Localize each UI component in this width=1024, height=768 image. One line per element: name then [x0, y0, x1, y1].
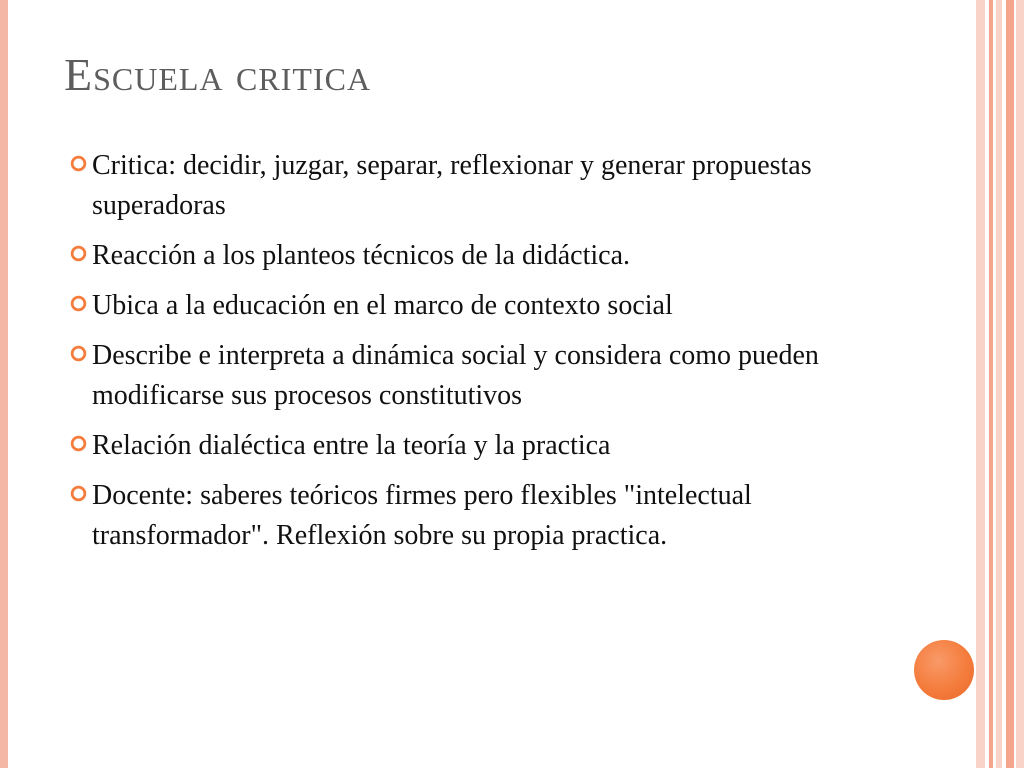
- bullet-list: [70, 146, 870, 566]
- bullet-text: Reacción a los planteos técnicos de la didáctica.: [92, 240, 631, 271]
- orange-circle-icon: [914, 640, 974, 700]
- bullet-circle-icon: [70, 435, 87, 452]
- slide-title: Escuela critica: [64, 49, 372, 100]
- bullet-text: Describe e interpreta a dinámica social y considera como pueden modificarse sus procesos constitutivos: [92, 340, 819, 411]
- bullet-item: [70, 426, 870, 466]
- right-stripe-1: [976, 0, 985, 768]
- bullet-circle-icon: [70, 345, 87, 362]
- bullet-item: [70, 336, 870, 416]
- right-stripe-5: [1016, 0, 1024, 768]
- bullet-circle-icon: [70, 485, 87, 502]
- bullet-item: [70, 146, 870, 226]
- bullet-item: [70, 236, 870, 276]
- bullet-circle-icon: [70, 295, 87, 312]
- right-stripe-4: [1006, 0, 1014, 768]
- right-stripe-2: [989, 0, 993, 768]
- bullet-text: Docente: saberes teóricos firmes pero flexibles "intelectual transformador". Reflexión sobre su propia practica.: [92, 480, 752, 551]
- left-border-stripe: [0, 0, 8, 768]
- right-stripe-3: [996, 0, 1002, 768]
- bullet-text: Ubica a la educación en el marco de contexto social: [92, 290, 673, 321]
- bullet-item: [70, 286, 870, 326]
- bullet-circle-icon: [70, 155, 87, 172]
- bullet-text: Critica: decidir, juzgar, separar, reflexionar y generar propuestas superadoras: [92, 150, 812, 221]
- bullet-text: Relación dialéctica entre la teoría y la practica: [92, 430, 611, 461]
- bullet-circle-icon: [70, 245, 87, 262]
- bullet-item: [70, 476, 870, 556]
